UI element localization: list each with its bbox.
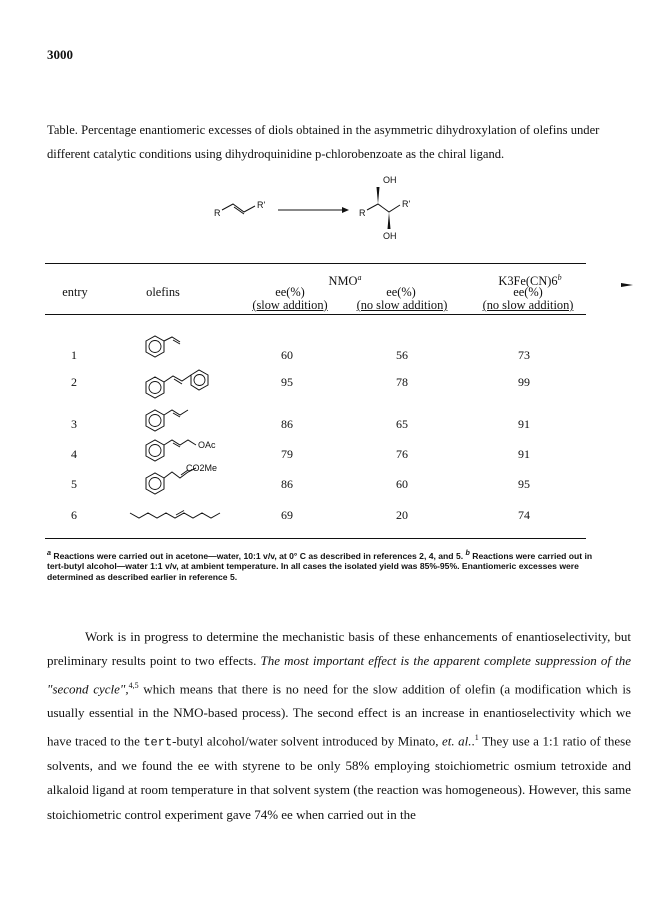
co2me-label: CO2Me [186,463,218,473]
footnote-b-text: Reactions were carried out in tert-butyl alcohol—water 1:1 v/v, at ambient temperature. In all cases the isolated yield was 85%-95%. Enantiomeric excesses were determined as described earlier in reference 5. [47,550,593,582]
row3-ee-nmo: 65 [396,417,408,431]
row3-ee-slow: 86 [281,417,293,431]
row3-entry: 3 [71,417,77,431]
scheme-r-left: R [214,208,221,218]
row2-ee-k3: 99 [518,375,530,389]
table-top-rule [45,263,586,264]
table-bottom-rule [45,538,586,539]
scheme-rprime-left: R' [257,200,266,210]
row6-ee-slow: 69 [281,508,293,522]
scheme-rprime-right: R' [402,199,411,209]
row5-entry: 5 [71,477,77,491]
row4-entry: 4 [71,447,77,461]
header-nmo-text: NMO [328,274,358,289]
reaction-scheme [200,174,440,244]
row5-ee-nmo: 60 [396,477,408,491]
header-col3-a: ee(%) [513,285,543,299]
row4-ee-k3: 91 [518,447,530,461]
body-paragraph: Work is in progress to determine the mechanistic basis of these enhancements of enantioselectivity, but preliminary results point to two effects. The most important effect is the apparent complete suppression of the "second cycle",$^{4,5}$ which means that there is no need for the slow addition of olefin (a modification which is usually essential in the NMO-based process). The second effect is an increase in enantioselectivity which we have traced to the tert-butyl alcohol/water solvent introduced by Minato, et. al..$^1$ They use a 1:1 ratio of these solvents, and we found the ee with styrene to be only 58% employing stoichiometric osmium tetroxide and alkaloid ligand at room temperature in that solvent system (the reaction was homogeneous). However, this same stoichiometric control experiment gave 74% ee when carried out in the [47,629,631,822]
header-col3-b: (no slow addition) [482,298,574,312]
row5-ee-k3: 95 [518,477,530,491]
footnote-a-text: Reactions were carried out in acetone—water, 10:1 v/v, at 0° C as described in references 2, 4, and 5. [50,550,466,561]
header-col2-a: ee(%) [386,285,416,299]
row6-entry: 6 [71,508,77,522]
page-number: 3000 [47,47,73,62]
header-col1-b: (slow addition) [252,298,328,312]
row3-ee-k3: 91 [518,417,530,431]
header-entry: entry [62,285,88,299]
emphasis-text: The most important effect is the apparent complete suppression of the "second cycle", [47,653,631,696]
decene-structure [128,505,228,525]
header-nmo-sup: a [357,273,362,282]
scheme-oh-bottom: OH [383,231,397,241]
row2-ee-slow: 95 [281,375,293,389]
row1-ee-slow: 60 [281,348,293,362]
oac-label: OAc [198,440,216,450]
header-col2-b: (no slow addition) [356,298,448,312]
row1-entry: 1 [71,348,77,362]
styrene-structure [136,335,186,365]
row1-ee-k3: 73 [518,348,530,362]
table-caption: Table. Percentage enantiomeric excesses of diols obtained in the asymmetric dihydroxylation of olefins under different catalytic conditions using dihydroquinidine p-chlorobenzoate as the chiral ligand. [47,123,600,161]
row4-ee-nmo: 76 [396,447,408,461]
header-k3-text: K3Fe(CN)6 [498,274,558,289]
scheme-r-right: R [359,208,366,218]
allylbenzene-structure [136,405,196,435]
row2-entry: 2 [71,375,77,389]
header-col1-a: ee(%) [275,285,305,299]
arrow-icon [342,207,349,213]
row1-ee-nmo: 56 [396,348,408,362]
cinnamyl-acetate-structure [136,435,236,465]
footnote-a-mark: a [47,549,51,557]
footnote-b-mark: b [465,549,470,557]
table-header-rule [45,314,586,315]
methyl-ester-structure [136,462,236,498]
stilbene-structure [136,364,216,404]
scheme-oh-top: OH [383,175,397,185]
row5-ee-slow: 86 [281,477,293,491]
header-olefins: olefins [146,285,180,299]
header-k3-sup: b [557,273,562,282]
row6-ee-nmo: 20 [396,508,408,522]
margin-arrow-icon [621,282,633,288]
row4-ee-slow: 79 [281,447,293,461]
row6-ee-k3: 74 [518,508,530,522]
table-footnote [47,548,593,582]
row2-ee-nmo: 78 [396,375,408,389]
